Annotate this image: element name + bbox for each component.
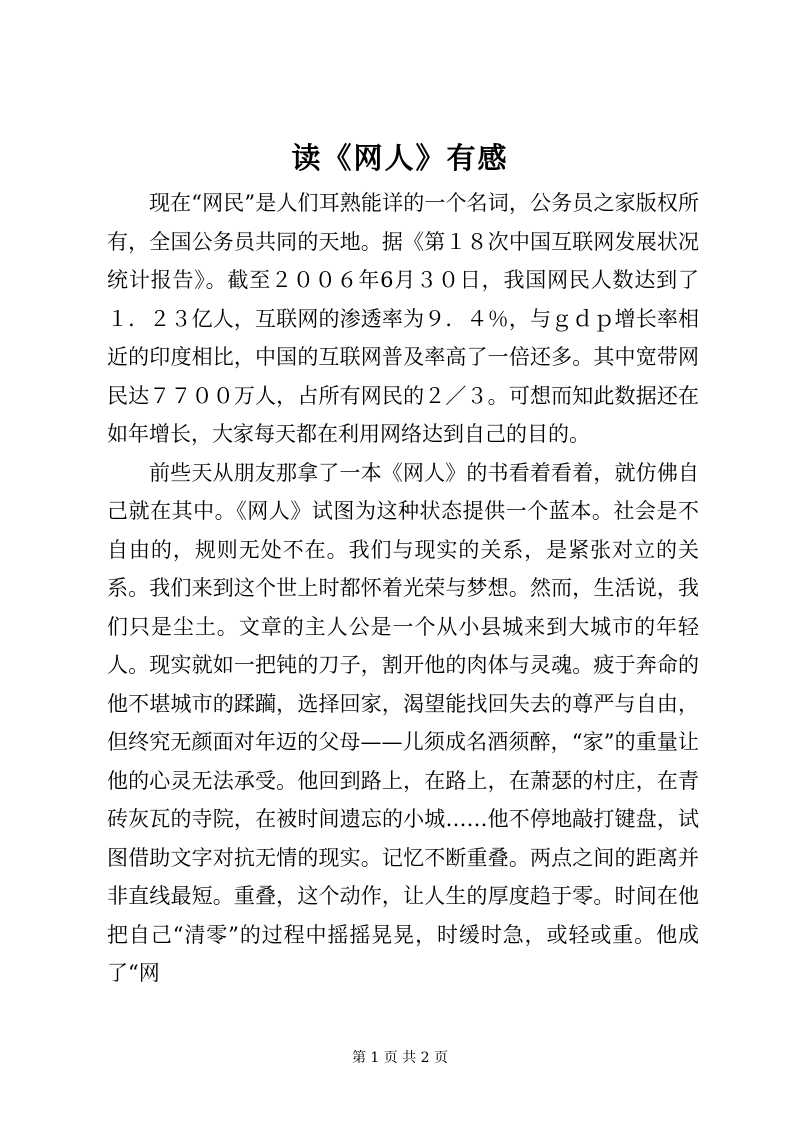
document-title: 读《网人》有感 bbox=[291, 141, 509, 175]
paragraph-2: 前些天从朋友那拿了一本《网人》的书看着看着，就仿佛自己就在其中。《网人》试图为这种状态提供一个蓝本。社会是不自由的，规则无处不在。我们与现实的关系，是紧张对立的关系。我们来到这个世上时都怀着光荣与梦想。然而，生活说，我们只是尘土。文章的主人公是一个从小县城来到大城市的年轻人。现实就如一把钝的刀子，割开他的肉体与灵魂。疲于奔命的他不堪城市的蹂躏，选择回家，渴望能找回失去的尊严与自由，但终究无颜面对年迈的父母——儿须成名酒须醉，“家”的重量让他的心灵无法承受。他回到路上，在路上，在萧瑟的村庄，在青砖灰瓦的寺院，在被时间遗忘的小城……他不停地敲打键盘，试图借助文字对抗无情的现实。记忆不断重叠。两点之间的距离并非直线最短。重叠，这个动作，让人生的厚度趋于零。时间在他把自己“清零”的过程中摇摇晃晃，时缓时急，或轻或重。他成了“网 bbox=[107, 460, 699, 985]
page-footer: 第 1 页 共 2 页 bbox=[351, 1050, 449, 1066]
paragraph-1: 现在“网民”是人们耳熟能详的一个名词，公务员之家版权所有，全国公务员共同的天地。据《第１８次中国互联网发展状况统计报告》。截至２００６年6月３０日，我国网民人数达到了１．２３亿人，互联网的渗透率为９．４％，与ｇｄｐ增长率相近的印度相比，中国的互联网普及率高了一倍还多。其中宽带网民达７７００万人，占所有网民的２／３。可想而知此数据还在如年增长，大家每天都在利用网络达到自己的目的。 bbox=[107, 191, 699, 446]
document-body bbox=[107, 184, 699, 993]
